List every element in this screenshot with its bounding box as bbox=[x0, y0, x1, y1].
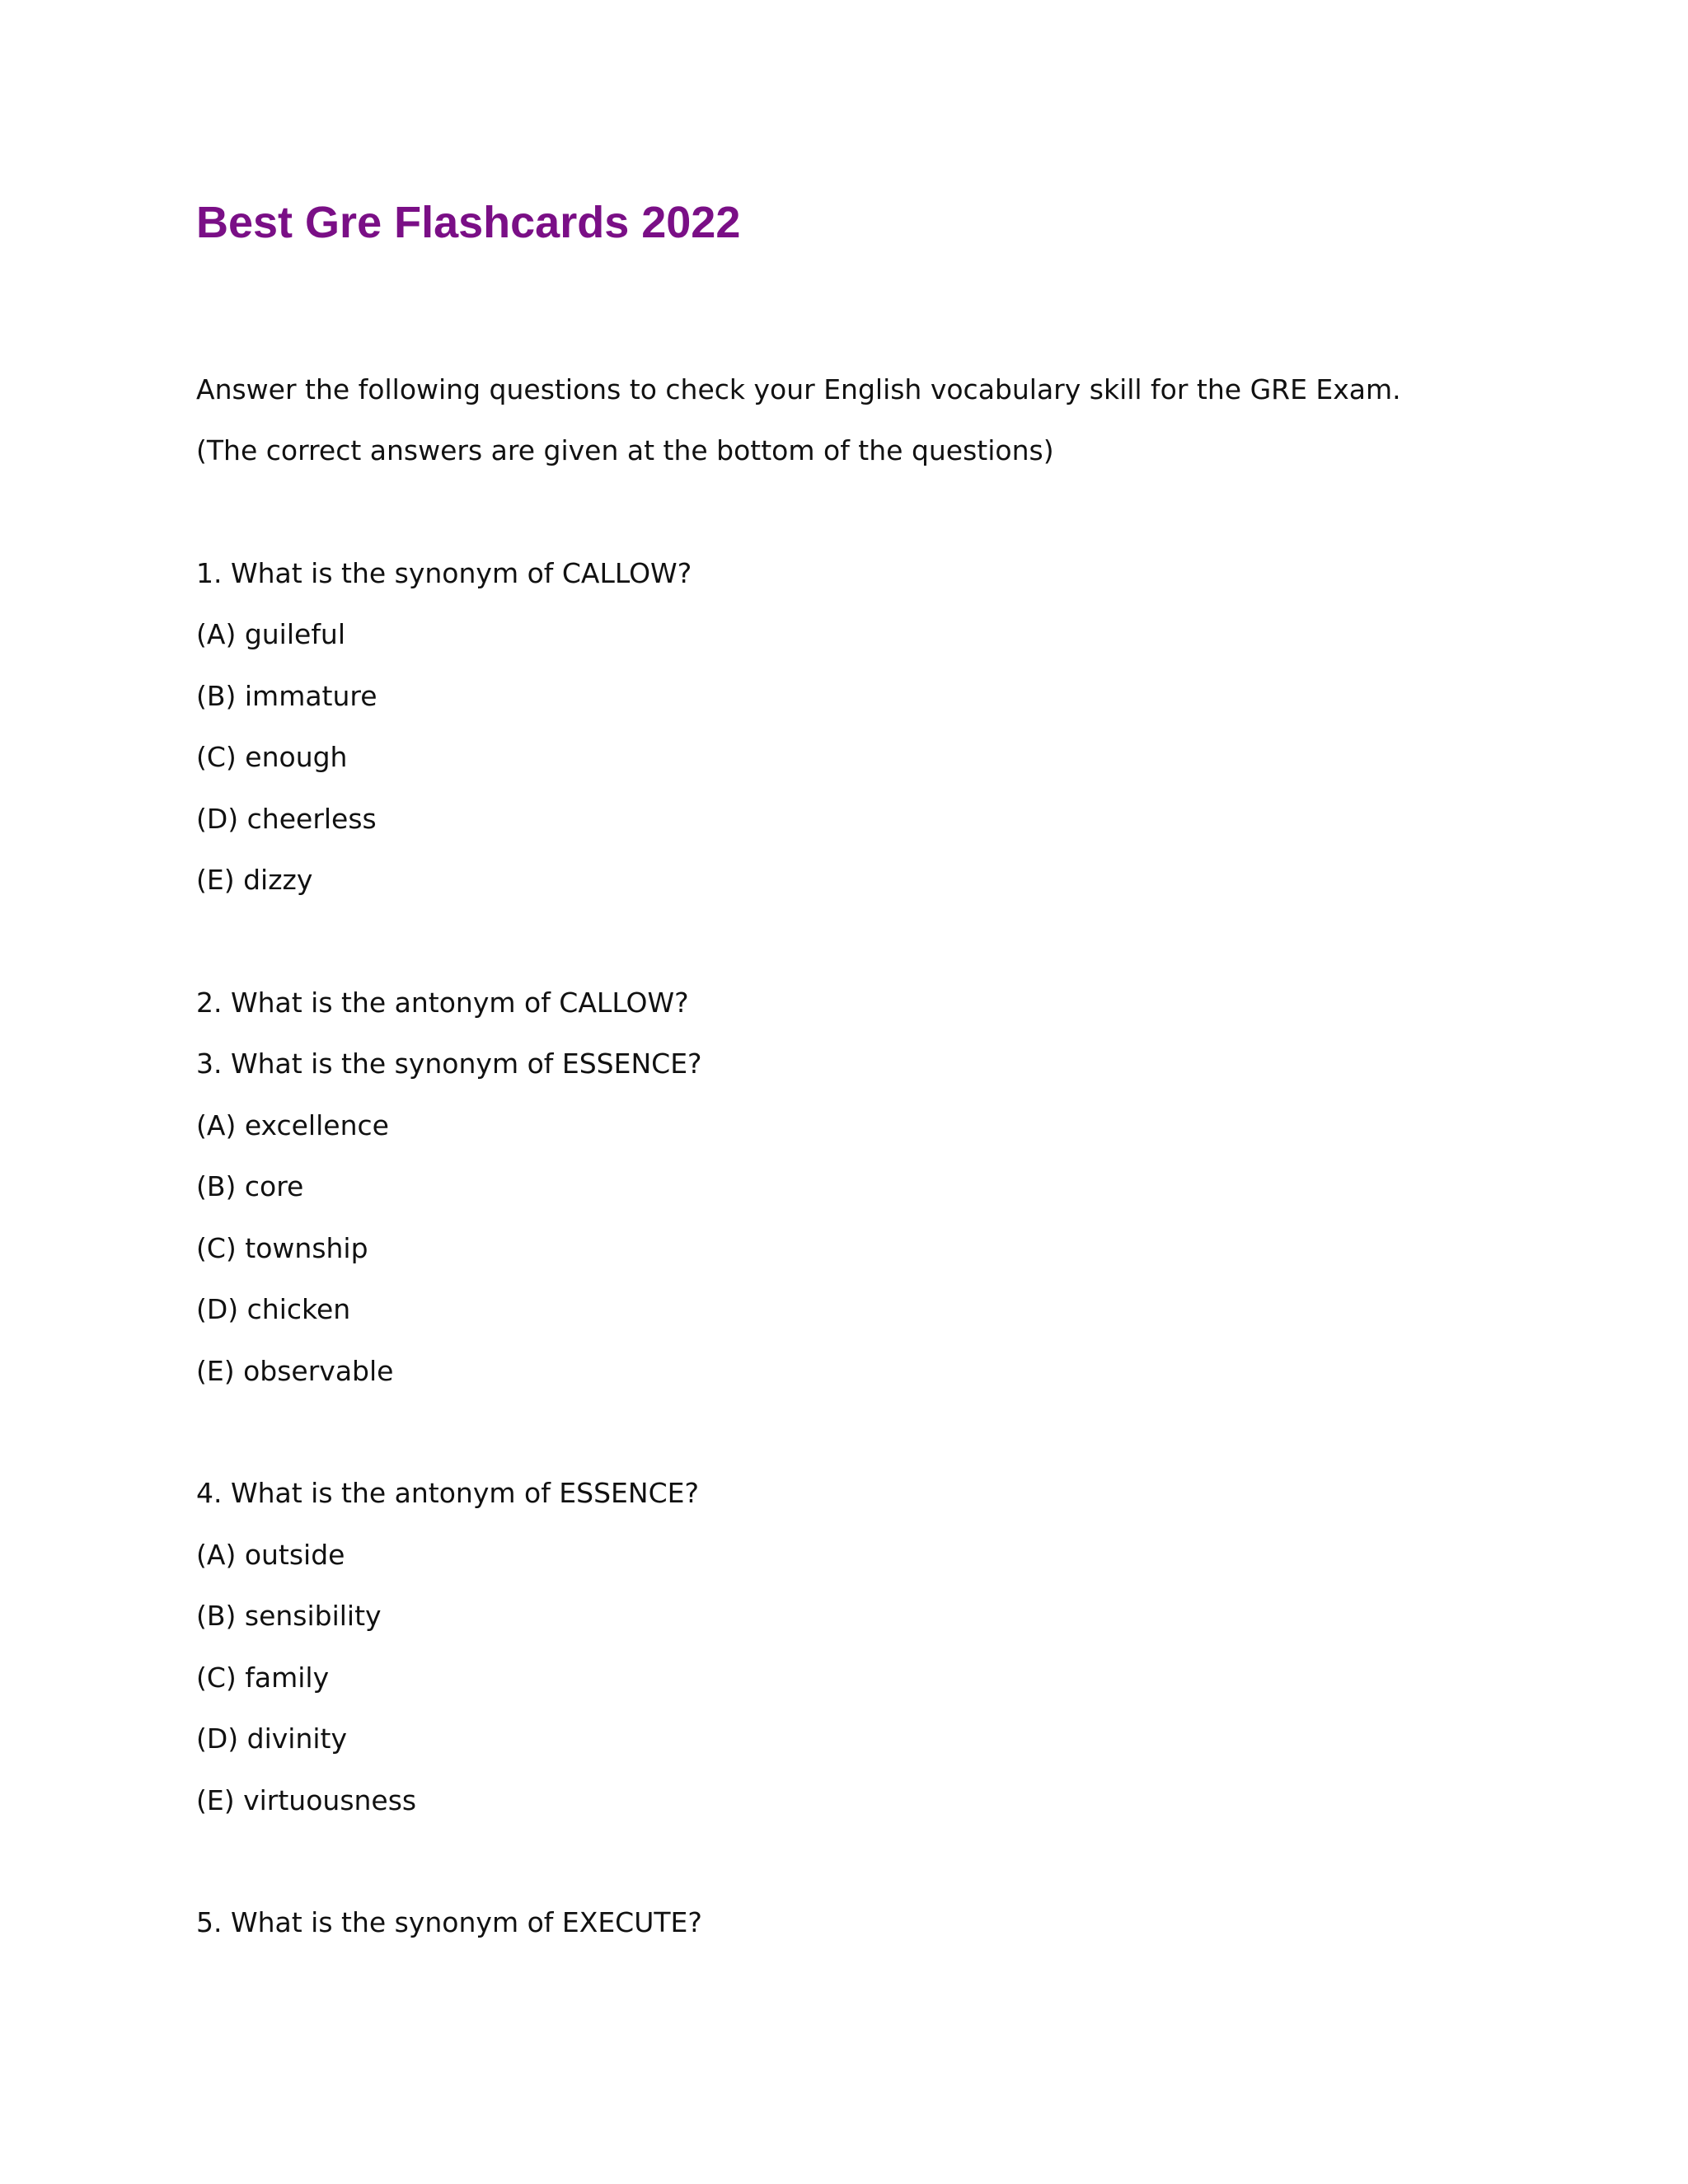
question-4-option-a: (A) outside bbox=[196, 1539, 345, 1571]
question-3-option-c: (C) township bbox=[196, 1232, 368, 1264]
question-2: 2. What is the antonym of CALLOW? bbox=[196, 987, 689, 1019]
question-3-option-e: (E) observable bbox=[196, 1355, 394, 1387]
question-1-option-e: (E) dizzy bbox=[196, 864, 313, 896]
question-5: 5. What is the synonym of EXECUTE? bbox=[196, 1906, 702, 1938]
document-title: Best Gre Flashcards 2022 bbox=[196, 198, 741, 247]
question-3-option-d: (D) chicken bbox=[196, 1293, 351, 1325]
question-4-option-c: (C) family bbox=[196, 1661, 330, 1694]
question-4-option-b: (B) sensibility bbox=[196, 1600, 382, 1632]
question-3: 3. What is the synonym of ESSENCE? bbox=[196, 1047, 702, 1080]
question-3-option-a: (A) excellence bbox=[196, 1109, 389, 1141]
question-4: 4. What is the antonym of ESSENCE? bbox=[196, 1477, 700, 1509]
question-1-option-c: (C) enough bbox=[196, 741, 348, 773]
intro-note: (The correct answers are given at the bottom of the questions) bbox=[196, 434, 1054, 466]
question-1-option-d: (D) cheerless bbox=[196, 803, 377, 835]
question-4-option-d: (D) divinity bbox=[196, 1722, 348, 1755]
question-1: 1. What is the synonym of CALLOW? bbox=[196, 557, 692, 589]
question-4-option-e: (E) virtuousness bbox=[196, 1784, 417, 1816]
question-3-option-b: (B) core bbox=[196, 1170, 304, 1202]
question-1-option-a: (A) guileful bbox=[196, 618, 346, 650]
question-1-option-b: (B) immature bbox=[196, 680, 377, 712]
intro-line: Answer the following questions to check your English vocabulary skill for the GRE Exam. bbox=[196, 373, 1401, 405]
